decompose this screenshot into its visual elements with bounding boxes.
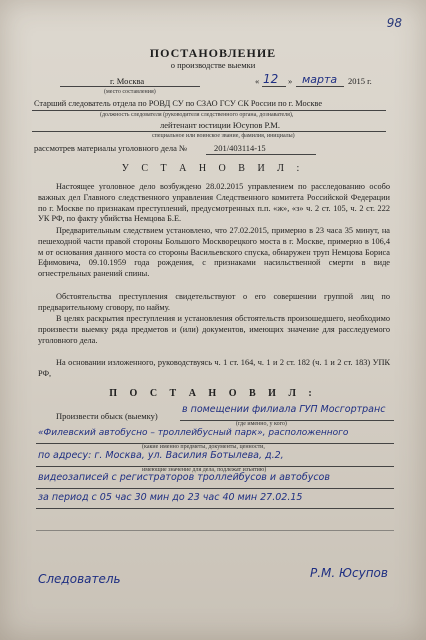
resolution-line-6: [36, 530, 394, 531]
official-rank-name: лейтенант юстиции Юсупов Р.М.: [160, 120, 280, 130]
page-number: 98: [386, 16, 402, 30]
paragraph-4: В целях раскрытия преступления и установления обстоятельств произошедшего, необходимо произвести выемку ряда предметов и (или) документов, имеющих значение для расследуемого уголовного дела.: [38, 314, 390, 345]
handwritten-line-4: видеозаписей с регистраторов троллейбусов и автобусов: [38, 472, 330, 483]
place-caption: (место составления): [104, 89, 156, 95]
signature-right: Р.М. Юсупов: [310, 566, 388, 580]
date-day: 12: [263, 72, 279, 86]
position-line: [32, 110, 386, 111]
caption-seize: имеющие значение для дела, подлежат изъятию): [142, 467, 267, 473]
document-subtitle: о производстве выемки: [170, 60, 256, 70]
place-line: [60, 86, 200, 87]
paragraph-5: На основании изложенного, руководствуясь ч. 1 ст. 164, ч. 1 и 2 ст. 182 (ч. 1 и 2 ст. 183) УПК РФ,: [38, 358, 390, 378]
rank-line: [32, 131, 386, 132]
resolution-line-4: [36, 488, 394, 489]
date-year: 2015 г.: [348, 76, 372, 86]
section-established: У С Т А Н О В И Л :: [121, 163, 305, 174]
handwritten-line-3: по адресу: г. Москва, ул. Василия Ботылева, д.2,: [38, 450, 284, 461]
case-label: рассмотрев материалы уголовного дела №: [34, 143, 188, 153]
signature-left: Следователь: [38, 572, 121, 586]
position-caption: (должность следователя (руководителя следственного органа, дознавателя),: [100, 112, 294, 118]
case-number: 201/403114-15: [214, 143, 266, 153]
date-quote-close: »: [288, 76, 293, 86]
rank-caption: специальное или воинское звание, фамилия, инициалы): [152, 133, 295, 139]
paragraph-3: Обстоятельства преступления свидетельствуют о его совершении группой лиц по предварительному сговору, по найму.: [38, 292, 390, 312]
handwritten-line-5: за период с 05 час 30 мин до 23 час 40 мин 27.02.15: [38, 492, 303, 503]
section-resolved: П О С Т А Н О В И Л :: [109, 388, 317, 399]
caption-where: (где именно, у кого): [236, 421, 287, 427]
date-quote-open: «: [255, 76, 260, 86]
date-month-line: [296, 86, 344, 87]
handwritten-line-2: «Филевский автобусно – троллейбусный парк», расположенного: [38, 428, 349, 438]
handwritten-line-1: в помещении филиала ГУП Мосгортранс: [182, 404, 386, 415]
date-day-line: [262, 86, 286, 87]
caption-what: (какие именно предметы, документы, ценности,: [142, 444, 265, 450]
date-month: марта: [302, 73, 338, 86]
resolution-line-5: [36, 508, 394, 509]
resolution-label: Произвести обыск (выемку): [56, 411, 158, 421]
document-title: ПОСТАНОВЛЕНИЕ: [149, 46, 277, 60]
paragraph-2: Предварительным следствием установлено, что 27.02.2015, примерно в 23 часа 35 минут, на пешеходной части правой стороны Большого Москворецкого моста в г. Москве, примерно в 106,4 м от основания данного моста со стороны Васильевского спуска, обнаружен труп Немцова Бориса Ефимовича, 09.10.1959 года рождения, с признаками насильственной смерти в виде огнестрельных ранений спины.: [38, 226, 390, 279]
official-position: Старший следователь отдела по РОВД СУ по СЗАО ГСУ СК России по г. Москве: [34, 99, 323, 108]
place-city: г. Москва: [110, 76, 145, 86]
case-line: [206, 154, 316, 155]
paragraph-1: Настоящее уголовное дело возбуждено 28.02.2015 управлением по расследованию особо важных дел Главного следственного управления Следственного комитета Российской Федерации по г. Москве по признакам преступлений, предусмотренных п.п. «ж», «з» ч. 2 ст. 105, ч. 2 ст. 222 УК РФ, по факту убийства Немцова Б.Е.: [38, 182, 390, 224]
resolution-line-1: [180, 420, 394, 421]
